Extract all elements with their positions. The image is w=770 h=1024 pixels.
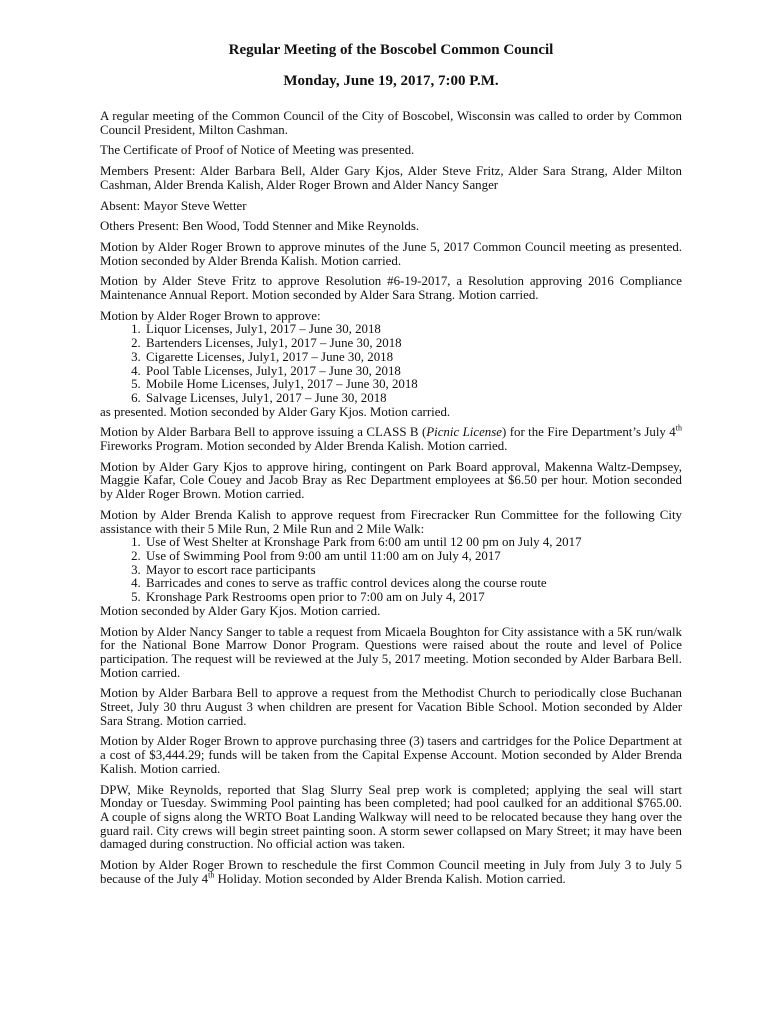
paragraph-methodist-motion: Motion by Alder Barbara Bell to approve a request from the Methodist Church to periodically close Buchanan Street, July 30 thru August 3 when children are present for Vacation Bible School. Motion seconded by Alder Sara Strang. Motion carried. [100, 686, 682, 728]
text-segment: Fireworks Program. Motion seconded by Alder Brenda Kalish. Motion carried. [100, 439, 508, 454]
list-item: 2. Bartenders Licenses, July1, 2017 – June 30, 2018 [144, 337, 682, 351]
paragraph-absent: Absent: Mayor Steve Wetter [100, 198, 247, 213]
superscript: th [208, 870, 215, 880]
list-item: 4. Pool Table Licenses, July1, 2017 – June 30, 2018 [144, 365, 682, 379]
paragraph-others-present: Others Present: Ben Wood, Todd Stenner and Mike Reynolds. [100, 219, 420, 234]
licenses-list [100, 323, 682, 405]
list-item: 6. Salvage Licenses, July1, 2017 – June 30, 2018 [144, 392, 682, 406]
text-segment: Motion by Alder Barbara Bell to approve issuing a CLASS B ( [100, 425, 427, 440]
paragraph-members-present: Members Present: Alder Barbara Bell, Alder Gary Kjos, Alder Steve Fritz, Alder Sara Strang, Alder Milton Cashman, Alder Brenda Kalish, Alder Roger Brown and Alder Nancy Sanger [100, 164, 682, 192]
paragraph-hiring-motion: Motion by Alder Gary Kjos to approve hiring, contingent on Park Board approval, Makenna Waltz-Dempsey, Maggie Kafar, Cole Couey and Jacob Bray as Rec Department employees at $6.50 per hour. Motion seconded by Alder Roger Brown. Motion carried. [100, 459, 682, 502]
list-item: 1. Use of West Shelter at Kronshage Park from 6:00 am until 12 00 pm on July 4, 2017 [144, 536, 682, 550]
document-title: Regular Meeting of the Boscobel Common Council [228, 42, 554, 58]
licenses-motion-intro: Motion by Alder Roger Brown to approve: [100, 308, 321, 323]
firecracker-motion [100, 509, 682, 619]
list-item: 3. Cigarette Licenses, July1, 2017 – June 30, 2018 [144, 351, 682, 365]
paragraph-tasers-motion: Motion by Alder Roger Brown to approve purchasing three (3) tasers and cartridges for the Police Department at a cost of $3,444.29; funds will be taken from the Capital Expense Account. Motion seconded by Alder Brenda Kalish. Motion carried. [100, 734, 682, 776]
list-item: 3. Mayor to escort race participants [144, 564, 682, 578]
text-segment: ) for the Fire Department’s July 4 [501, 425, 676, 440]
licenses-motion-outro: as presented. Motion seconded by Alder Gary Kjos. Motion carried. [100, 404, 451, 419]
firecracker-motion-outro: Motion seconded by Alder Gary Kjos. Motion carried. [100, 603, 381, 618]
meeting-date: Monday, June 19, 2017, 7:00 P.M. [283, 73, 499, 89]
list-item: 2. Use of Swimming Pool from 9:00 am until 11:00 am on July 4, 2017 [144, 550, 682, 564]
paragraph-call-to-order: A regular meeting of the Common Council of the City of Boscobel, Wisconsin was called to order by Common Council President, Milton Cashman. [100, 109, 682, 137]
list-item: 1. Liquor Licenses, July1, 2017 – June 30, 2018 [144, 323, 682, 337]
text-segment: Holiday. Motion seconded by Alder Brenda Kalish. Motion carried. [214, 871, 566, 886]
paragraph-reschedule-motion [100, 859, 682, 886]
firecracker-list [100, 536, 682, 605]
superscript: th [675, 424, 682, 434]
paragraph-class-b-motion [100, 426, 682, 453]
list-item: 5. Kronshage Park Restrooms open prior to 7:00 am on July 4, 2017 [144, 591, 682, 605]
text-segment: Motion by Alder Roger Brown to reschedule the first Common Council meeting in July from July 3 to July 5 because of the July 4 [100, 858, 682, 886]
paragraph-resolution-motion: Motion by Alder Steve Fritz to approve Resolution #6-19-2017, a Resolution approving 2016 Compliance Maintenance Annual Report. Motion seconded by Alder Sara Strang. Motion carried. [100, 274, 682, 303]
licenses-motion [100, 310, 682, 420]
italic-text: Picnic License [426, 425, 502, 440]
list-item: 5. Mobile Home Licenses, July1, 2017 – June 30, 2018 [144, 378, 682, 392]
paragraph-dpw-report: DPW, Mike Reynolds, reported that Slag Slurry Seal prep work is completed; applying the seal will start Monday or Tuesday. Swimming Pool painting has been completed; had pool caulked for an additional $765.00. A couple of signs along the WRTO Boat Landing Walkway will need to be relocated because they hang over the guard rail. City crews will begin street painting soon. A storm sewer collapsed on Mary Street; it may have been damaged during construction. No official action was taken. [100, 782, 682, 852]
paragraph-certificate: The Certificate of Proof of Notice of Meeting was presented. [100, 143, 415, 158]
list-item: 4. Barricades and cones to serve as traffic control devices along the course route [144, 577, 682, 591]
paragraph-minutes-motion: Motion by Alder Roger Brown to approve minutes of the June 5, 2017 Common Council meeting as presented. Motion seconded by Alder Brenda Kalish. Motion carried. [100, 239, 682, 268]
paragraph-table-request-motion: Motion by Alder Nancy Sanger to table a request from Micaela Boughton for City assistance with a 5K run/walk for the National Bone Marrow Donor Program. Questions were raised about the route and level of Police participation. The request will be reviewed at the July 5, 2017 meeting. Motion seconded by Alder Barbara Bell. Motion carried. [100, 624, 682, 680]
firecracker-motion-intro: Motion by Alder Brenda Kalish to approve request from Firecracker Run Committee for the following City assistance with their 5 Mile Run, 2 Mile Run and 2 Mile Walk: [100, 507, 682, 536]
